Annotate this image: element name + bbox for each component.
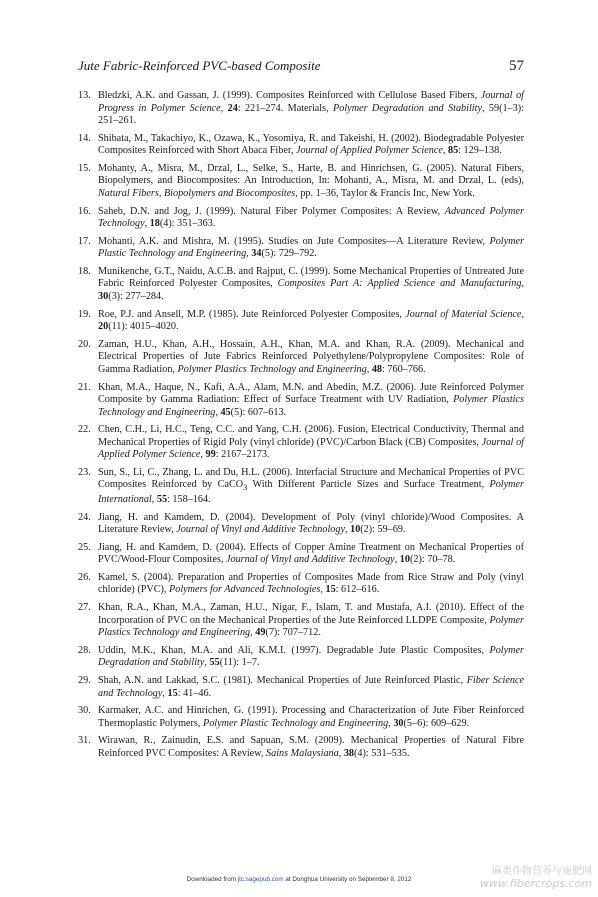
- reference-segment: Wirawan, R., Zainudin, E.S. and Sapuan, S.M. (2009). Mechanical Properties of Natural Fibre Reinforced PVC Composites: A Review,: [98, 735, 524, 759]
- reference-item: [78, 266, 524, 304]
- reference-segment: 38: [343, 747, 355, 759]
- reference-segment: Polymer Degradation and Stability: [98, 644, 524, 669]
- reference-segment: 48: [371, 363, 382, 375]
- reference-item: [78, 309, 524, 334]
- reference-segment: 30: [98, 290, 109, 302]
- reference-item: [78, 236, 524, 261]
- reference-text: [98, 705, 524, 730]
- running-header: [78, 58, 524, 75]
- reference-text: [98, 467, 524, 507]
- reference-segment: Advanced Polymer Technology: [98, 205, 524, 230]
- footer-prefix: Downloaded from: [186, 876, 238, 883]
- reference-segment: (11): 1–7.: [219, 657, 260, 669]
- reference-segment: 3: [243, 482, 248, 493]
- reference-number: 15.: [78, 162, 91, 174]
- reference-segment: Khan, R.A., Khan, M.A., Zaman, H.U., Nigar, F., Islam, T. and Mustafa, A.I. (2010). Effect of the Incorporation of PVC on the Mechanical Properties of the Jute Reinforced LLDPE Composite,: [98, 602, 524, 626]
- reference-segment: 45: [220, 406, 231, 418]
- reference-number: 22.: [78, 424, 91, 436]
- reference-segment: ,: [215, 406, 221, 418]
- reference-text: [98, 382, 524, 420]
- reference-segment: Polymer Plastics Technology and Engineering: [98, 394, 524, 418]
- reference-segment: Munikenche, G.T., Naidu, A.C.B. and Rajput, C. (1999). Some Mechanical Properties of Untreated Jute Fabric Reinforced Polyester Composites,: [98, 265, 524, 290]
- reference-text: [98, 542, 524, 567]
- reference-number: 21.: [78, 381, 91, 393]
- reference-segment: , 59(1–3): 251–261.: [98, 102, 524, 126]
- reference-text: [98, 735, 524, 760]
- reference-segment: ,: [366, 363, 372, 375]
- reference-item: [78, 382, 524, 420]
- reference-segment: (4): 351–363.: [159, 218, 216, 230]
- reference-item: [78, 572, 524, 597]
- reference-text: [98, 163, 524, 201]
- footer-suffix: at Donghua University on September 8, 2012: [283, 876, 412, 883]
- reference-number: 14.: [78, 132, 91, 144]
- reference-segment: Shah, A.N. and Lakkad, S.C. (1981). Mechanical Properties of Jute Reinforced Plastic,: [98, 675, 467, 687]
- reference-text: [98, 339, 524, 377]
- reference-segment: Bledzki, A.K. and Gassan, J. (1999). Composites Reinforced with Cellulose Based Fibers,: [98, 90, 481, 101]
- reference-segment: Jiang, H. and Kamdem, D. (2004). Development of Poly (vinyl chloride)/Wood Composites. A Literature Review,: [98, 511, 524, 536]
- reference-segment: ,: [200, 449, 206, 461]
- reference-segment: ,: [204, 657, 210, 669]
- reference-segment: ,: [521, 278, 524, 290]
- reference-text: [98, 90, 524, 128]
- reference-segment: Polymer Plastic Technology and Engineering: [98, 235, 524, 260]
- reference-segment: Composites Part A: Applied Science and Manufacturing: [277, 278, 522, 290]
- reference-item: [78, 645, 524, 670]
- reference-segment: Mohanti, A.K. and Mishra, M. (1995). Studies on Jute Composites—A Literature Review,: [98, 235, 490, 247]
- reference-number: 23.: [78, 466, 91, 478]
- reference-list: [78, 90, 524, 766]
- reference-segment: Karmaker, A.C. and Hinrichen, G. (1991). Processing and Characterization of Jute Fiber Reinforced Thermoplastic Polymers,: [98, 705, 524, 729]
- reference-segment: ,: [345, 524, 351, 536]
- reference-segment: Mohanty, A., Misra, M., Drzal, L., Selke, S., Harte, B. and Hinrichsen, G. (2005). Natural Fibers, Biopolymers, and Biocomposites: An Introduction, In: Mohanti, A., Misra, M. and Drzal, L. (eds),: [98, 162, 524, 187]
- reference-segment: Journal of Progress in Polymer Science: [98, 90, 524, 114]
- reference-text: [98, 266, 524, 304]
- reference-segment: Journal of Vinyl and Additive Technology: [176, 524, 345, 536]
- reference-item: [78, 542, 524, 567]
- reference-item: [78, 602, 524, 640]
- reference-segment: Uddin, M.K., Khan, M.A. and Ali, K.M.I. (1997). Degradable Jute Plastic Composites,: [98, 644, 490, 656]
- reference-number: 24.: [78, 511, 91, 523]
- reference-segment: ,: [162, 687, 168, 699]
- reference-item: [78, 512, 524, 537]
- reference-number: 30.: [78, 705, 91, 717]
- reference-segment: (5): 607–613.: [230, 406, 287, 418]
- reference-segment: Polymer Degradation and Stability: [333, 102, 482, 114]
- reference-number: 19.: [78, 308, 91, 320]
- reference-text: [98, 645, 524, 670]
- reference-segment: : 760–766.: [382, 363, 426, 375]
- reference-segment: : 129–138.: [458, 145, 502, 157]
- reference-segment: Shibata, M., Takachiyo, K., Ozawa, K., Yosomiya, R. and Takeishi, H. (2002). Biodegradable Polyester Composites Reinforced with Short Abaca Fiber,: [98, 132, 524, 157]
- reference-text: [98, 424, 524, 462]
- reference-text: [98, 236, 524, 261]
- watermark-cn: 麻类作物营养与施肥网: [492, 866, 592, 877]
- reference-item: [78, 467, 524, 507]
- reference-number: 27.: [78, 602, 91, 614]
- reference-segment: 49: [255, 627, 266, 639]
- reference-segment: 24: [227, 102, 238, 114]
- running-title: Jute Fabric-Reinforced PVC-based Composite: [78, 58, 321, 73]
- reference-segment: Chen, C.H., Li, H.C., Teng, C.C. and Yang, C.H. (2006). Fusion, Electrical Conductivity, Thermal and Mechanical Properties of Rigid Poly (vinyl chloride) (PVC)/Carbon Black (CB) Composites,: [98, 424, 524, 448]
- reference-text: [98, 309, 524, 334]
- reference-text: [98, 133, 524, 158]
- reference-segment: : 158–164.: [167, 493, 211, 505]
- reference-segment: Polymer Plastic Technology and Engineering: [202, 717, 389, 729]
- reference-segment: Journal of Vinyl and Additive Technology: [225, 554, 395, 566]
- reference-segment: 55: [156, 493, 168, 505]
- reference-item: [78, 90, 524, 128]
- site-watermark: [480, 866, 592, 890]
- reference-segment: Natural Fibers, Biopolymers and Biocomposites: [98, 187, 296, 199]
- reference-segment: ,: [521, 308, 524, 320]
- reference-item: [78, 163, 524, 201]
- reference-segment: : 41–46.: [177, 687, 212, 699]
- reference-segment: ,: [144, 218, 150, 230]
- reference-segment: (2): 59–69.: [360, 524, 406, 536]
- reference-segment: ,: [320, 584, 326, 596]
- reference-segment: ,: [388, 717, 394, 729]
- reference-number: 25.: [78, 541, 91, 553]
- reference-text: [98, 206, 524, 231]
- reference-segment: Sains Malaysiana: [266, 747, 339, 759]
- reference-segment: Polymers for Advanced Technologies: [169, 584, 321, 596]
- reference-number: 18.: [78, 265, 91, 277]
- reference-segment: : 2167–2173.: [215, 449, 270, 461]
- footer-link[interactable]: jtc.sagepub.com: [237, 876, 284, 883]
- reference-item: [78, 735, 524, 760]
- reference-segment: Fiber Science and Technology: [98, 675, 524, 699]
- reference-segment: 10: [350, 524, 361, 536]
- reference-segment: Khan, M.A., Haque, N., Kafi, A.A., Alam, M.N. and Abedin, M.Z. (2006). Jute Reinforced Polymer Composite by Gamma Radiation: Effect of Surface Treatment with UV Radiation,: [98, 381, 524, 405]
- reference-segment: (7): 707–712.: [265, 627, 321, 639]
- reference-segment: 34: [251, 248, 262, 260]
- reference-item: [78, 675, 524, 700]
- reference-text: [98, 602, 524, 640]
- reference-segment: Polymer International: [98, 479, 524, 505]
- reference-number: 20.: [78, 338, 91, 350]
- reference-segment: Kamel, S. (2004). Preparation and Properties of Composites Made from Rice Straw and Poly (vinyl chloride) (PVC),: [98, 571, 524, 596]
- watermark-url: www.fibercrops.com: [479, 877, 592, 890]
- reference-segment: ,: [246, 248, 252, 260]
- reference-segment: 15: [325, 584, 336, 596]
- reference-number: 29.: [78, 675, 91, 687]
- reference-segment: (5–6): 609–629.: [403, 717, 470, 729]
- reference-segment: (11): 4015–4020.: [108, 321, 179, 333]
- reference-segment: ,: [151, 493, 157, 505]
- reference-segment: ,: [442, 145, 448, 157]
- reference-segment: (4): 531–535.: [354, 747, 410, 759]
- reference-item: [78, 206, 524, 231]
- reference-segment: (3): 277–284.: [108, 290, 164, 302]
- reference-segment: ,: [220, 102, 228, 114]
- reference-segment: Journal of Material Science: [405, 308, 522, 320]
- reference-segment: 20: [98, 321, 109, 333]
- reference-number: 16.: [78, 205, 91, 217]
- reference-segment: Journal of Applied Polymer Science: [98, 436, 524, 461]
- page-number: 57: [509, 58, 524, 74]
- reference-segment: Roe, P.J. and Ansell, M.P. (1985). Jute Reinforced Polyester Composites,: [98, 308, 406, 320]
- reference-segment: Journal of Applied Polymer Science: [295, 145, 443, 157]
- reference-segment: , pp. 1–36, Taylor & Francis Inc, New York.: [295, 187, 475, 199]
- reference-segment: 55: [209, 657, 220, 669]
- reference-segment: ,: [394, 554, 400, 566]
- reference-segment: ,: [338, 747, 344, 759]
- reference-segment: Polymer Plastics Technology and Engineering: [98, 614, 524, 639]
- reference-number: 31.: [78, 735, 91, 747]
- reference-text: [98, 675, 524, 700]
- reference-segment: 30: [393, 717, 404, 729]
- reference-segment: 10: [399, 554, 410, 566]
- reference-segment: Saheb, D.N. and Jog, J. (1999). Natural Fiber Polymer Composites: A Review,: [98, 205, 445, 217]
- reference-segment: Zaman, H.U., Khan, A.H., Hossain, A.H., Khan, M.A. and Khan, R.A. (2009). Mechanical and Electrical Properties of Jute Fabrics Reinforced Polyethylene/Polypropylene Composites: Role of Gamma Radiation,: [98, 338, 524, 375]
- reference-text: [98, 572, 524, 597]
- reference-item: [78, 705, 524, 730]
- reference-number: 28.: [78, 644, 91, 656]
- reference-item: [78, 133, 524, 158]
- reference-segment: With Different Particle Sizes and Surface Treatment,: [247, 479, 490, 491]
- reference-number: 13.: [78, 90, 91, 101]
- reference-segment: 18: [149, 218, 160, 230]
- reference-item: [78, 339, 524, 377]
- reference-segment: : 612–616.: [335, 584, 380, 596]
- reference-segment: Sun, S., Li, C., Zhang, L. and Du, H.L. (2006). Interfacial Structure and Mechanical Properties of PVC Composites Reinforced by CaCO: [98, 466, 524, 491]
- reference-number: 26.: [78, 571, 91, 583]
- reference-text: [98, 512, 524, 537]
- reference-segment: ,: [250, 627, 256, 639]
- reference-segment: Jiang, H. and Kamdem, D. (2004). Effects of Copper Amine Treatment on Mechanical Properties of PVC/Wood-Flour Composites,: [98, 541, 524, 566]
- reference-item: [78, 424, 524, 462]
- reference-segment: : 221–274. Materials,: [237, 102, 334, 114]
- reference-segment: 15: [167, 687, 178, 699]
- reference-segment: Polymer Plastics Technology and Engineering: [177, 363, 367, 375]
- reference-segment: 99: [205, 449, 216, 461]
- reference-segment: (2): 70–78.: [409, 554, 456, 566]
- reference-segment: 85: [447, 145, 459, 157]
- reference-number: 17.: [78, 235, 91, 247]
- reference-segment: (5): 729–792.: [261, 248, 317, 260]
